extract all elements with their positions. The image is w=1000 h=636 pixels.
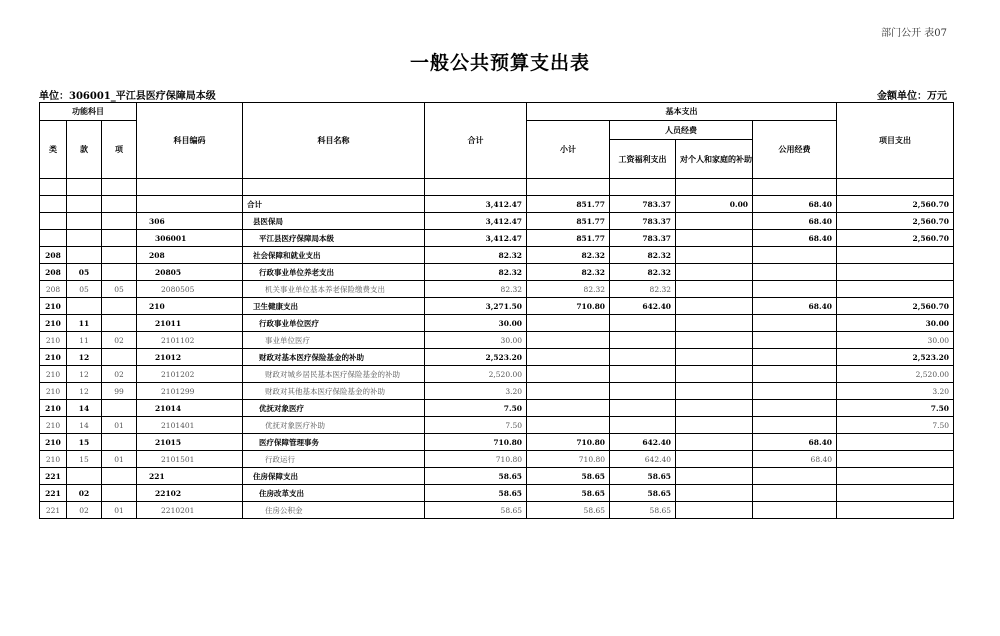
- wages-cell: 642.40: [610, 298, 676, 315]
- kuan-cell: 15: [67, 451, 102, 468]
- table-row: [40, 468, 954, 485]
- xiang-cell: 02: [102, 366, 137, 383]
- code-cell: 2101202: [137, 366, 243, 383]
- xiang-cell: 01: [102, 451, 137, 468]
- header-func-subject: 功能科目: [40, 103, 137, 121]
- kuan-cell: 12: [67, 383, 102, 400]
- xiang-cell: 02: [102, 332, 137, 349]
- xiang-cell: [102, 247, 137, 264]
- public-cell: 68.40: [753, 230, 837, 247]
- table-row: [40, 485, 954, 502]
- total-cell: 82.32: [425, 264, 527, 281]
- wages-cell: 82.32: [610, 247, 676, 264]
- name-cell: 平江县医疗保障局本级: [243, 230, 425, 247]
- table-row: [40, 417, 954, 434]
- project-cell: [837, 451, 954, 468]
- subtotal-cell: 58.65: [527, 468, 610, 485]
- kuan-cell: [67, 298, 102, 315]
- header-personnel: 人员经费: [610, 121, 753, 140]
- name-cell: 事业单位医疗: [243, 332, 425, 349]
- xiang-cell: 05: [102, 281, 137, 298]
- kuan-cell: 02: [67, 485, 102, 502]
- wages-cell: [610, 332, 676, 349]
- xiang-cell: [102, 485, 137, 502]
- kuan-cell: 12: [67, 366, 102, 383]
- name-cell: 卫生健康支出: [243, 298, 425, 315]
- lei-cell: 210: [40, 315, 67, 332]
- kuan-cell: 15: [67, 434, 102, 451]
- project-cell: 2,560.70: [837, 230, 954, 247]
- project-cell: 2,520.00: [837, 366, 954, 383]
- lei-cell: [40, 230, 67, 247]
- subtotal-cell: 82.32: [527, 247, 610, 264]
- subsidy-cell: [676, 451, 753, 468]
- public-cell: 68.40: [753, 196, 837, 213]
- project-cell: 2,523.20: [837, 349, 954, 366]
- total-cell: 58.65: [425, 502, 527, 519]
- subtotal-cell: 58.65: [527, 485, 610, 502]
- wages-cell: 783.37: [610, 230, 676, 247]
- project-cell: [837, 468, 954, 485]
- subsidy-cell: [676, 332, 753, 349]
- table-row: [40, 400, 954, 417]
- total-cell: 58.65: [425, 485, 527, 502]
- code-cell: 2210201: [137, 502, 243, 519]
- lei-cell: 210: [40, 298, 67, 315]
- code-cell: 208: [137, 247, 243, 264]
- project-cell: 7.50: [837, 417, 954, 434]
- kuan-cell: [67, 468, 102, 485]
- subsidy-cell: [676, 502, 753, 519]
- header-xiang: 项: [102, 121, 137, 179]
- code-cell: 2101401: [137, 417, 243, 434]
- wages-cell: [610, 315, 676, 332]
- code-cell: 2101299: [137, 383, 243, 400]
- amount-unit-label: 金额单位：万元: [877, 91, 947, 102]
- xiang-cell: [102, 196, 137, 213]
- table-row: [40, 502, 954, 519]
- xiang-cell: [102, 298, 137, 315]
- code-cell: 2080505: [137, 281, 243, 298]
- lei-cell: 210: [40, 383, 67, 400]
- lei-cell: 221: [40, 502, 67, 519]
- total-cell: 30.00: [425, 315, 527, 332]
- subtotal-cell: [527, 349, 610, 366]
- xiang-cell: [102, 230, 137, 247]
- unit-label: 单位：306001_平江县医疗保障局本级: [39, 91, 216, 102]
- xiang-cell: [102, 400, 137, 417]
- subtotal-cell: 710.80: [527, 298, 610, 315]
- subsidy-cell: [676, 383, 753, 400]
- total-cell: 7.50: [425, 417, 527, 434]
- kuan-cell: 14: [67, 400, 102, 417]
- name-cell: 医疗保障管理事务: [243, 434, 425, 451]
- xiang-cell: [102, 468, 137, 485]
- code-cell: 22102: [137, 485, 243, 502]
- lei-cell: 210: [40, 400, 67, 417]
- public-cell: [753, 315, 837, 332]
- table-row: [40, 213, 954, 230]
- project-cell: [837, 485, 954, 502]
- subtotal-cell: [527, 315, 610, 332]
- name-cell: 财政对其他基本医疗保险基金的补助: [243, 383, 425, 400]
- subtotal-cell: 58.65: [527, 502, 610, 519]
- total-cell: 710.80: [425, 451, 527, 468]
- name-cell: 合计: [243, 196, 425, 213]
- kuan-cell: 11: [67, 332, 102, 349]
- kuan-cell: 12: [67, 349, 102, 366]
- name-cell: 住房改革支出: [243, 485, 425, 502]
- lei-cell: 210: [40, 332, 67, 349]
- subtotal-cell: [527, 400, 610, 417]
- wages-cell: [610, 349, 676, 366]
- public-cell: [753, 247, 837, 264]
- subtotal-cell: 851.77: [527, 196, 610, 213]
- name-cell: 财政对城乡居民基本医疗保险基金的补助: [243, 366, 425, 383]
- subsidy-cell: [676, 400, 753, 417]
- subtotal-cell: 851.77: [527, 230, 610, 247]
- xiang-cell: [102, 349, 137, 366]
- budget-table: [39, 102, 954, 519]
- public-cell: 68.40: [753, 451, 837, 468]
- subtotal-cell: [527, 366, 610, 383]
- table-row: [40, 230, 954, 247]
- kuan-cell: [67, 196, 102, 213]
- lei-cell: 210: [40, 349, 67, 366]
- kuan-cell: [67, 230, 102, 247]
- subtotal-cell: [527, 417, 610, 434]
- project-cell: 30.00: [837, 332, 954, 349]
- name-cell: 行政运行: [243, 451, 425, 468]
- lei-cell: 208: [40, 264, 67, 281]
- subsidy-cell: 0.00: [676, 196, 753, 213]
- code-cell: 21015: [137, 434, 243, 451]
- wages-cell: 58.65: [610, 502, 676, 519]
- wages-cell: 783.37: [610, 213, 676, 230]
- public-cell: [753, 366, 837, 383]
- header-subject-name: 科目名称: [243, 103, 425, 179]
- code-cell: 21011: [137, 315, 243, 332]
- code-cell: 21012: [137, 349, 243, 366]
- subsidy-cell: [676, 485, 753, 502]
- subsidy-cell: [676, 468, 753, 485]
- subtotal-cell: 82.32: [527, 281, 610, 298]
- blank-row: [40, 179, 954, 196]
- lei-cell: 221: [40, 468, 67, 485]
- wages-cell: 82.32: [610, 264, 676, 281]
- table-row: [40, 366, 954, 383]
- subsidy-cell: [676, 247, 753, 264]
- header-total: 合计: [425, 103, 527, 179]
- subtotal-cell: 710.80: [527, 434, 610, 451]
- public-cell: 68.40: [753, 434, 837, 451]
- kuan-cell: 14: [67, 417, 102, 434]
- lei-cell: 221: [40, 485, 67, 502]
- header-basic: 基本支出: [527, 103, 837, 121]
- total-cell: 82.32: [425, 247, 527, 264]
- table-code-label: 部门公开 表07: [881, 28, 947, 39]
- xiang-cell: [102, 434, 137, 451]
- lei-cell: [40, 196, 67, 213]
- public-cell: 68.40: [753, 213, 837, 230]
- subtotal-cell: [527, 332, 610, 349]
- project-cell: [837, 281, 954, 298]
- table-row: [40, 349, 954, 366]
- xiang-cell: 01: [102, 417, 137, 434]
- total-cell: 3,412.47: [425, 213, 527, 230]
- total-cell: 3.20: [425, 383, 527, 400]
- subtotal-cell: [527, 383, 610, 400]
- project-cell: 7.50: [837, 400, 954, 417]
- table-row: [40, 434, 954, 451]
- subsidy-cell: [676, 315, 753, 332]
- total-cell: 3,412.47: [425, 196, 527, 213]
- lei-cell: 210: [40, 366, 67, 383]
- subtotal-cell: 851.77: [527, 213, 610, 230]
- table-row: [40, 247, 954, 264]
- name-cell: 县医保局: [243, 213, 425, 230]
- header-project: 项目支出: [837, 103, 954, 179]
- code-cell: 2101102: [137, 332, 243, 349]
- wages-cell: 58.65: [610, 485, 676, 502]
- header-public: 公用经费: [753, 121, 837, 179]
- header-subject-code: 科目编码: [137, 103, 243, 179]
- xiang-cell: 99: [102, 383, 137, 400]
- table-row: [40, 264, 954, 281]
- header-subtotal: 小计: [527, 121, 610, 179]
- public-cell: [753, 485, 837, 502]
- total-cell: 82.32: [425, 281, 527, 298]
- subtotal-cell: 82.32: [527, 264, 610, 281]
- name-cell: 行政事业单位养老支出: [243, 264, 425, 281]
- header-wages: 工资福利支出: [610, 140, 676, 179]
- name-cell: 财政对基本医疗保险基金的补助: [243, 349, 425, 366]
- public-cell: [753, 468, 837, 485]
- lei-cell: 208: [40, 281, 67, 298]
- name-cell: 优抚对象医疗: [243, 400, 425, 417]
- public-cell: [753, 349, 837, 366]
- wages-cell: 783.37: [610, 196, 676, 213]
- total-cell: 2,520.00: [425, 366, 527, 383]
- total-cell: 30.00: [425, 332, 527, 349]
- header-subsidy: 对个人和家庭的补助: [676, 140, 753, 179]
- name-cell: 机关事业单位基本养老保险缴费支出: [243, 281, 425, 298]
- wages-cell: [610, 383, 676, 400]
- subsidy-cell: [676, 230, 753, 247]
- code-cell: 20805: [137, 264, 243, 281]
- project-cell: 3.20: [837, 383, 954, 400]
- project-cell: [837, 247, 954, 264]
- lei-cell: 210: [40, 434, 67, 451]
- wages-cell: 58.65: [610, 468, 676, 485]
- lei-cell: 208: [40, 247, 67, 264]
- wages-cell: 642.40: [610, 434, 676, 451]
- wages-cell: [610, 366, 676, 383]
- name-cell: 社会保障和就业支出: [243, 247, 425, 264]
- code-cell: 2101501: [137, 451, 243, 468]
- public-cell: [753, 383, 837, 400]
- subsidy-cell: [676, 434, 753, 451]
- xiang-cell: 01: [102, 502, 137, 519]
- public-cell: 68.40: [753, 298, 837, 315]
- code-cell: 210: [137, 298, 243, 315]
- table-row: [40, 451, 954, 468]
- name-cell: 优抚对象医疗补助: [243, 417, 425, 434]
- project-cell: [837, 502, 954, 519]
- public-cell: [753, 502, 837, 519]
- name-cell: 住房公积金: [243, 502, 425, 519]
- project-cell: [837, 434, 954, 451]
- total-cell: 710.80: [425, 434, 527, 451]
- project-cell: 2,560.70: [837, 213, 954, 230]
- xiang-cell: [102, 315, 137, 332]
- public-cell: [753, 264, 837, 281]
- xiang-cell: [102, 264, 137, 281]
- kuan-cell: [67, 247, 102, 264]
- total-cell: 3,271.50: [425, 298, 527, 315]
- public-cell: [753, 400, 837, 417]
- wages-cell: 82.32: [610, 281, 676, 298]
- total-cell: 2,523.20: [425, 349, 527, 366]
- name-cell: 住房保障支出: [243, 468, 425, 485]
- subtotal-cell: 710.80: [527, 451, 610, 468]
- kuan-cell: 11: [67, 315, 102, 332]
- code-cell: 221: [137, 468, 243, 485]
- code-cell: 21014: [137, 400, 243, 417]
- lei-cell: 210: [40, 451, 67, 468]
- kuan-cell: [67, 213, 102, 230]
- subsidy-cell: [676, 264, 753, 281]
- lei-cell: 210: [40, 417, 67, 434]
- page-title: 一般公共预算支出表: [409, 52, 590, 74]
- subsidy-cell: [676, 213, 753, 230]
- subsidy-cell: [676, 281, 753, 298]
- subsidy-cell: [676, 417, 753, 434]
- wages-cell: [610, 417, 676, 434]
- code-cell: 306: [137, 213, 243, 230]
- project-cell: [837, 264, 954, 281]
- xiang-cell: [102, 213, 137, 230]
- code-cell: 306001: [137, 230, 243, 247]
- header-kuan: 款: [67, 121, 102, 179]
- table-row: [40, 281, 954, 298]
- table-row: [40, 383, 954, 400]
- kuan-cell: 05: [67, 264, 102, 281]
- project-cell: 2,560.70: [837, 196, 954, 213]
- header-lei: 类: [40, 121, 67, 179]
- public-cell: [753, 281, 837, 298]
- public-cell: [753, 332, 837, 349]
- subsidy-cell: [676, 349, 753, 366]
- table-row: [40, 298, 954, 315]
- subsidy-cell: [676, 298, 753, 315]
- wages-cell: [610, 400, 676, 417]
- kuan-cell: 02: [67, 502, 102, 519]
- wages-cell: 642.40: [610, 451, 676, 468]
- table-row: [40, 196, 954, 213]
- code-cell: [137, 196, 243, 213]
- lei-cell: [40, 213, 67, 230]
- total-cell: 7.50: [425, 400, 527, 417]
- project-cell: 30.00: [837, 315, 954, 332]
- project-cell: 2,560.70: [837, 298, 954, 315]
- name-cell: 行政事业单位医疗: [243, 315, 425, 332]
- subsidy-cell: [676, 366, 753, 383]
- table-row: [40, 315, 954, 332]
- public-cell: [753, 417, 837, 434]
- kuan-cell: 05: [67, 281, 102, 298]
- table-row: [40, 332, 954, 349]
- total-cell: 3,412.47: [425, 230, 527, 247]
- total-cell: 58.65: [425, 468, 527, 485]
